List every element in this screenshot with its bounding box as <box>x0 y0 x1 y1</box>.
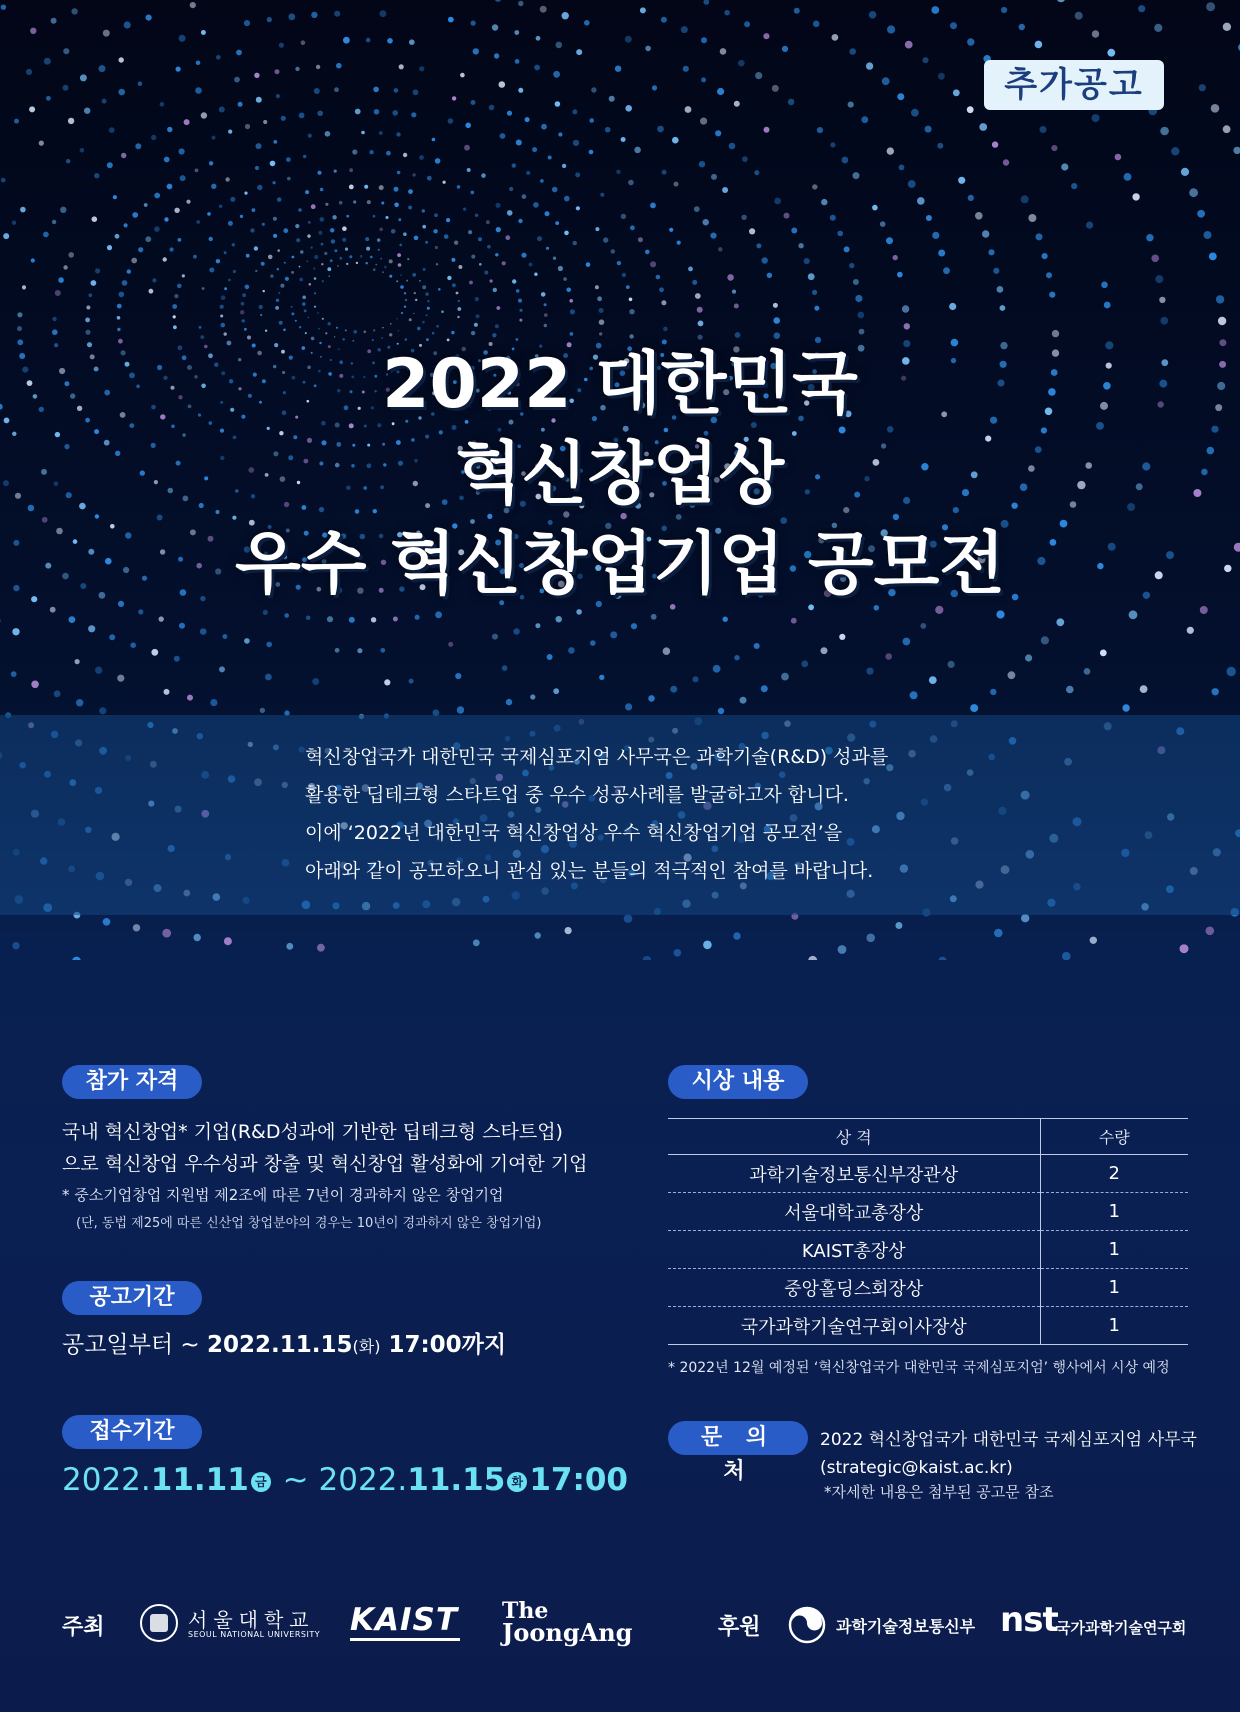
eligibility-text <box>62 1116 622 1180</box>
contact-label: 문 의 처 <box>668 1421 808 1455</box>
contact-info <box>820 1426 1197 1482</box>
notice-period-label: 공고기간 <box>62 1281 202 1315</box>
recv-sep: ~ 2022. <box>272 1462 408 1498</box>
contact-email[interactable]: (strategic@kaist.ac.kr) <box>820 1458 1013 1478</box>
intro-text <box>305 738 1005 890</box>
notice-date: 2022.11.15 <box>206 1332 353 1358</box>
title-line-1: 2022 대한민국 <box>382 345 858 424</box>
recv-end-date: 11.15 <box>407 1462 506 1498</box>
header-award: 상 격 <box>668 1119 1040 1155</box>
snu-emblem-icon <box>140 1604 178 1642</box>
contact-org: 2022 혁신창업국가 대한민국 국제심포지엄 사무국 <box>820 1430 1197 1450</box>
title-line-3: 우수 혁신창업기업 공모전 <box>235 525 1005 604</box>
table-header-row <box>668 1119 1188 1155</box>
award-name: 서울대학교총장상 <box>668 1193 1040 1231</box>
nst-logo: nst <box>1000 1600 1058 1640</box>
award-name: 국가과학기술연구회이사장상 <box>668 1307 1040 1345</box>
kaist-underline <box>350 1638 460 1641</box>
recv-start-day: 금 <box>251 1472 271 1492</box>
award-qty: 2 <box>1040 1155 1188 1193</box>
snu-name-ko: 서울대학교 <box>188 1608 315 1632</box>
intro-line: 이에 ‘2022년 대한민국 혁신창업상 우수 혁신창업기업 공모전’을 <box>305 822 843 844</box>
table-row <box>668 1193 1188 1231</box>
header-qty: 수량 <box>1040 1119 1188 1155</box>
notice-prefix: 공고일부터 ~ <box>62 1332 207 1358</box>
eligibility-subnote: (단, 동법 제25에 따른 신산업 창업분야의 경우는 10년이 경과하지 않은 창업기업) <box>76 1216 542 1231</box>
award-name: KAIST총장상 <box>668 1231 1040 1269</box>
taegeuk-icon <box>788 1606 826 1644</box>
additional-notice-badge: 추가공고 <box>984 60 1164 110</box>
reception-period-text <box>62 1462 628 1498</box>
awards-table <box>668 1118 1188 1345</box>
award-qty: 1 <box>1040 1231 1188 1269</box>
eligibility-line: 국내 혁신창업* 기업(R&D성과에 기반한 딥테크형 스타트업) <box>62 1121 563 1143</box>
intro-line: 활용한 딥테크형 스타트업 중 우수 성공사례를 발굴하고자 합니다. <box>305 784 849 806</box>
snu-name-en: SEOUL NATIONAL UNIVERSITY <box>188 1630 321 1639</box>
intro-line: 아래와 같이 공모하오니 관심 있는 분들의 적극적인 참여를 바랍니다. <box>305 860 874 882</box>
notice-time: 17:00까지 <box>380 1332 507 1358</box>
awards-label: 시상 내용 <box>668 1065 808 1099</box>
title-line-2: 혁신창업상 <box>455 435 785 514</box>
host-label: 주최 <box>62 1615 105 1640</box>
recv-start-date: 11.11 <box>150 1462 249 1498</box>
recv-end-time: 17:00 <box>529 1462 628 1498</box>
award-name: 중앙홀딩스회장상 <box>668 1269 1040 1307</box>
joongang-name: JoongAng <box>502 1618 633 1647</box>
eligibility-note: * 중소기업창업 지원법 제2조에 따른 7년이 경과하지 않은 창업기업 <box>62 1186 504 1204</box>
award-name: 과학기술정보통신부장관상 <box>668 1155 1040 1193</box>
award-qty: 1 <box>1040 1269 1188 1307</box>
reception-period-label: 접수기간 <box>62 1415 202 1449</box>
award-qty: 1 <box>1040 1307 1188 1345</box>
intro-line: 혁신창업국가 대한민국 국제심포지엄 사무국은 과학기술(R&D) 성과를 <box>305 746 889 768</box>
contact-note: *자세한 내용은 첨부된 공고문 참조 <box>824 1483 1054 1501</box>
eligibility-line: 으로 혁신창업 우수성과 창출 및 혁신창업 활성화에 기여한 기업 <box>62 1153 588 1175</box>
msit-logo-text: 과학기술정보통신부 <box>836 1617 976 1636</box>
joongang-the: The <box>502 1598 549 1624</box>
notice-period-text <box>62 1326 506 1359</box>
table-row <box>668 1155 1188 1193</box>
recv-end-day: 화 <box>507 1472 527 1492</box>
notice-day: (화) <box>352 1337 381 1356</box>
recv-start-prefix: 2022. <box>62 1462 151 1498</box>
kaist-logo: KAIST <box>350 1602 459 1638</box>
table-row <box>668 1307 1188 1345</box>
support-label: 후원 <box>718 1615 761 1640</box>
snu-logo <box>140 1604 320 1644</box>
table-row <box>668 1231 1188 1269</box>
eligibility-label: 참가 자격 <box>62 1065 202 1099</box>
table-row <box>668 1269 1188 1307</box>
nst-name-ko: 국가과학기술연구회 <box>1056 1619 1187 1637</box>
awards-note: * 2022년 12월 예정된 ‘혁신창업국가 대한민국 국제심포지엄’ 행사에서 시상 예정 <box>668 1360 1170 1376</box>
joongang-logo <box>502 1598 633 1647</box>
award-qty: 1 <box>1040 1193 1188 1231</box>
